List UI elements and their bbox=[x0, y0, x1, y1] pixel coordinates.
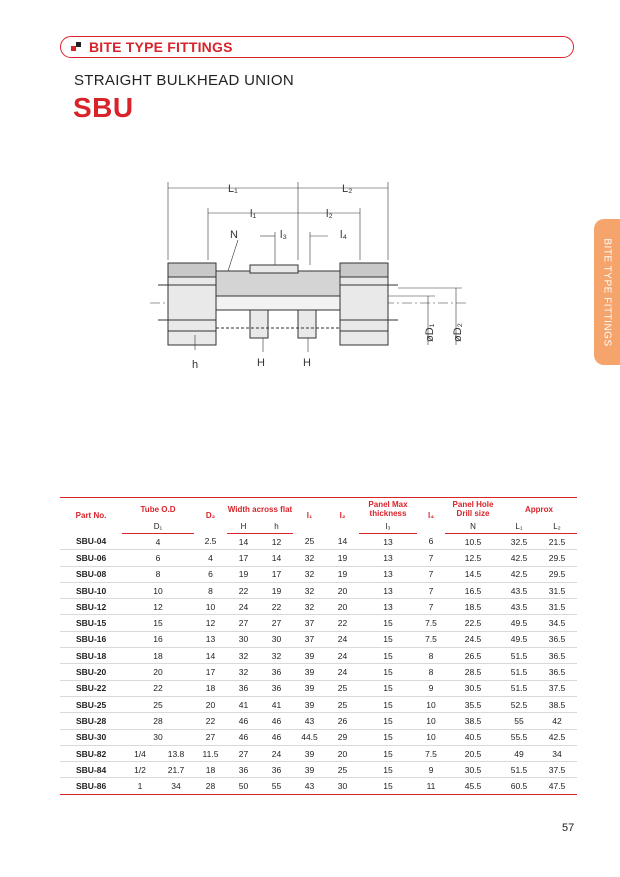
th-waf: Width across flat bbox=[227, 504, 293, 514]
cell-l4: 8 bbox=[417, 648, 445, 664]
cell-d1: 28 bbox=[122, 713, 194, 729]
cell-l2: 37.5 bbox=[537, 762, 577, 778]
cell-l4: 6 bbox=[417, 534, 445, 550]
th-L2: L₂ bbox=[537, 520, 577, 534]
brand-squares-icon bbox=[71, 42, 81, 52]
cell-l1: 49.5 bbox=[501, 631, 537, 647]
cell-n: 28.5 bbox=[445, 664, 501, 680]
cell-n: 45.5 bbox=[445, 778, 501, 794]
cell-l2: 20 bbox=[326, 599, 359, 615]
cell-h: 36 bbox=[260, 664, 293, 680]
dim-H-left: H bbox=[257, 357, 265, 369]
cell-d1: 4 bbox=[122, 534, 194, 550]
dim-D2: øD₂ bbox=[452, 323, 464, 342]
th-l3: l₃ bbox=[359, 520, 417, 534]
cell-l2: 29.5 bbox=[537, 566, 577, 582]
cell-l4: 7 bbox=[417, 582, 445, 598]
cell-l1: 32.5 bbox=[501, 534, 537, 550]
cell-l1: 39 bbox=[293, 762, 326, 778]
cell-h: 46 bbox=[227, 729, 260, 745]
section-title: BITE TYPE FITTINGS bbox=[89, 39, 233, 55]
cell-n: 38.5 bbox=[445, 713, 501, 729]
cell-d1a: 1/2 bbox=[122, 762, 158, 778]
cell-l3: 13 bbox=[359, 566, 417, 582]
table-row bbox=[60, 534, 577, 550]
technical-drawing bbox=[150, 170, 480, 385]
dim-D1: øD₁ bbox=[424, 323, 436, 342]
th-tube-od: Tube O.D bbox=[140, 504, 176, 514]
cell-h: 46 bbox=[260, 729, 293, 745]
cell-l2: 37.5 bbox=[537, 680, 577, 696]
cell-n: 26.5 bbox=[445, 648, 501, 664]
dim-N: N bbox=[230, 229, 238, 241]
cell-l4: 7.5 bbox=[417, 745, 445, 761]
cell-l1: 42.5 bbox=[501, 550, 537, 566]
cell-l1: 37 bbox=[293, 631, 326, 647]
table-row bbox=[60, 550, 577, 566]
cell-l3: 15 bbox=[359, 745, 417, 761]
cell-n: 24.5 bbox=[445, 631, 501, 647]
table-row bbox=[60, 778, 577, 794]
cell-d2: 28 bbox=[194, 778, 227, 794]
cell-l3: 15 bbox=[359, 762, 417, 778]
table-row bbox=[60, 599, 577, 615]
cell-part-no: SBU-28 bbox=[60, 713, 122, 729]
cell-l1: 37 bbox=[293, 615, 326, 631]
cell-l4: 7 bbox=[417, 550, 445, 566]
page-number: 57 bbox=[562, 822, 575, 834]
cell-part-no: SBU-22 bbox=[60, 680, 122, 696]
cell-h: 36 bbox=[227, 762, 260, 778]
section-header bbox=[60, 36, 574, 58]
cell-l4: 7 bbox=[417, 566, 445, 582]
cell-d2: 8 bbox=[194, 582, 227, 598]
table-row bbox=[60, 664, 577, 680]
cell-h: 36 bbox=[260, 680, 293, 696]
cell-l2: 36.5 bbox=[537, 648, 577, 664]
cell-l1: 51.5 bbox=[501, 648, 537, 664]
cell-h: 30 bbox=[227, 631, 260, 647]
dim-l4: l₄ bbox=[340, 229, 347, 241]
cell-l2: 36.5 bbox=[537, 664, 577, 680]
cell-h: 30 bbox=[260, 631, 293, 647]
table-row bbox=[60, 631, 577, 647]
dim-l1: l₁ bbox=[250, 208, 257, 220]
cell-h: 36 bbox=[260, 762, 293, 778]
cell-l1: 52.5 bbox=[501, 696, 537, 712]
th-panel-max: Panel Max thickness bbox=[368, 500, 408, 518]
cell-h: 24 bbox=[260, 745, 293, 761]
cell-h: 12 bbox=[260, 534, 293, 550]
cell-l4: 8 bbox=[417, 664, 445, 680]
cell-l2: 14 bbox=[326, 534, 359, 550]
cell-l2: 34 bbox=[537, 745, 577, 761]
cell-l2: 22 bbox=[326, 615, 359, 631]
cell-h: 14 bbox=[227, 534, 260, 550]
cell-l3: 15 bbox=[359, 778, 417, 794]
product-code: SBU bbox=[73, 92, 134, 123]
cell-part-no: SBU-25 bbox=[60, 696, 122, 712]
cell-d2: 17 bbox=[194, 664, 227, 680]
table-row bbox=[60, 729, 577, 745]
cell-h: 19 bbox=[227, 566, 260, 582]
cell-l4: 10 bbox=[417, 696, 445, 712]
th-panel-hole: Panel Hole Drill size bbox=[452, 500, 494, 518]
cell-l3: 13 bbox=[359, 582, 417, 598]
side-tab-label: BITE TYPE FITTINGS bbox=[601, 237, 613, 347]
cell-l1: 39 bbox=[293, 680, 326, 696]
cell-h: 41 bbox=[227, 696, 260, 712]
cell-l2: 20 bbox=[326, 745, 359, 761]
cell-l1: 32 bbox=[293, 582, 326, 598]
cell-l2: 38.5 bbox=[537, 696, 577, 712]
cell-h: 14 bbox=[260, 550, 293, 566]
cell-h: 32 bbox=[227, 664, 260, 680]
cell-l2: 20 bbox=[326, 582, 359, 598]
cell-n: 12.5 bbox=[445, 550, 501, 566]
cell-l2: 25 bbox=[326, 680, 359, 696]
spec-table bbox=[60, 497, 577, 795]
cell-l1: 43 bbox=[293, 713, 326, 729]
cell-n: 18.5 bbox=[445, 599, 501, 615]
cell-l1: 55.5 bbox=[501, 729, 537, 745]
table-row bbox=[60, 648, 577, 664]
cell-h: 24 bbox=[227, 599, 260, 615]
cell-l1: 49 bbox=[501, 745, 537, 761]
th-part-no: Part No. bbox=[75, 511, 107, 521]
table-row bbox=[60, 566, 577, 582]
cell-h: 32 bbox=[260, 648, 293, 664]
table-body bbox=[60, 534, 577, 795]
cell-l1: 60.5 bbox=[501, 778, 537, 794]
cell-h: 27 bbox=[260, 615, 293, 631]
cell-h: 22 bbox=[227, 582, 260, 598]
table-row bbox=[60, 582, 577, 598]
cell-l1: 32 bbox=[293, 599, 326, 615]
cell-n: 16.5 bbox=[445, 582, 501, 598]
cell-l4: 9 bbox=[417, 680, 445, 696]
cell-n: 30.5 bbox=[445, 762, 501, 778]
cell-l3: 15 bbox=[359, 615, 417, 631]
cell-l2: 31.5 bbox=[537, 582, 577, 598]
cell-d2: 11.5 bbox=[194, 745, 227, 761]
cell-d1a: 1/4 bbox=[122, 745, 158, 761]
th-d2: D₂ bbox=[205, 511, 216, 521]
th-l1: l₁ bbox=[306, 511, 313, 521]
dim-L1: L₁ bbox=[228, 183, 238, 195]
cell-d2: 12 bbox=[194, 615, 227, 631]
cell-part-no: SBU-84 bbox=[60, 762, 122, 778]
cell-d2: 18 bbox=[194, 762, 227, 778]
cell-l1: 39 bbox=[293, 745, 326, 761]
cell-l2: 25 bbox=[326, 762, 359, 778]
cell-l1: 32 bbox=[293, 550, 326, 566]
cell-d1: 15 bbox=[122, 615, 194, 631]
cell-h: 32 bbox=[227, 648, 260, 664]
cell-l4: 10 bbox=[417, 729, 445, 745]
table-row bbox=[60, 680, 577, 696]
cell-l4: 9 bbox=[417, 762, 445, 778]
table-row bbox=[60, 696, 577, 712]
cell-d1: 16 bbox=[122, 631, 194, 647]
cell-part-no: SBU-08 bbox=[60, 566, 122, 582]
cell-l3: 15 bbox=[359, 664, 417, 680]
cell-part-no: SBU-30 bbox=[60, 729, 122, 745]
cell-l3: 15 bbox=[359, 696, 417, 712]
cell-l3: 15 bbox=[359, 713, 417, 729]
cell-d1: 20 bbox=[122, 664, 194, 680]
cell-d2: 13 bbox=[194, 631, 227, 647]
cell-d2: 27 bbox=[194, 729, 227, 745]
table-row bbox=[60, 713, 577, 729]
th-approx: Approx bbox=[525, 504, 553, 514]
cell-d1: 6 bbox=[122, 550, 194, 566]
th-l2: l₂ bbox=[339, 511, 346, 521]
cell-part-no: SBU-18 bbox=[60, 648, 122, 664]
cell-l1: 55 bbox=[501, 713, 537, 729]
cell-l3: 15 bbox=[359, 680, 417, 696]
cell-l1: 51.5 bbox=[501, 680, 537, 696]
cell-h: 17 bbox=[227, 550, 260, 566]
dim-l2: l₂ bbox=[326, 208, 333, 220]
cell-l1: 39 bbox=[293, 648, 326, 664]
cell-n: 20.5 bbox=[445, 745, 501, 761]
cell-h: 22 bbox=[260, 599, 293, 615]
cell-d2: 10 bbox=[194, 599, 227, 615]
th-d1: D₁ bbox=[122, 520, 194, 534]
cell-d2: 22 bbox=[194, 713, 227, 729]
product-subtitle: STRAIGHT BULKHEAD UNION bbox=[74, 72, 294, 89]
cell-l2: 29.5 bbox=[537, 550, 577, 566]
dim-H-right: H bbox=[303, 357, 311, 369]
th-N: N bbox=[445, 520, 501, 534]
cell-l2: 19 bbox=[326, 550, 359, 566]
cell-d1: 8 bbox=[122, 566, 194, 582]
cell-h: 27 bbox=[227, 745, 260, 761]
cell-h: 46 bbox=[227, 713, 260, 729]
cell-h: 55 bbox=[260, 778, 293, 794]
th-h: h bbox=[260, 520, 293, 534]
cell-h: 50 bbox=[227, 778, 260, 794]
cell-l1: 49.5 bbox=[501, 615, 537, 631]
table-row bbox=[60, 762, 577, 778]
th-l4: l₄ bbox=[427, 511, 435, 521]
cell-d1b: 34 bbox=[158, 778, 194, 794]
dim-l3: l₃ bbox=[280, 229, 287, 241]
cell-l3: 13 bbox=[359, 599, 417, 615]
cell-l1: 51.5 bbox=[501, 762, 537, 778]
cell-h: 17 bbox=[260, 566, 293, 582]
cell-l4: 10 bbox=[417, 713, 445, 729]
cell-l1: 32 bbox=[293, 566, 326, 582]
cell-n: 10.5 bbox=[445, 534, 501, 550]
cell-d1: 30 bbox=[122, 729, 194, 745]
side-tab[interactable] bbox=[594, 219, 620, 365]
cell-h: 46 bbox=[260, 713, 293, 729]
cell-l3: 13 bbox=[359, 550, 417, 566]
cell-d2: 6 bbox=[194, 566, 227, 582]
cell-n: 35.5 bbox=[445, 696, 501, 712]
cell-l2: 36.5 bbox=[537, 631, 577, 647]
cell-d1: 18 bbox=[122, 648, 194, 664]
cell-l4: 7.5 bbox=[417, 615, 445, 631]
cell-part-no: SBU-20 bbox=[60, 664, 122, 680]
cell-l2: 21.5 bbox=[537, 534, 577, 550]
cell-part-no: SBU-82 bbox=[60, 745, 122, 761]
cell-part-no: SBU-12 bbox=[60, 599, 122, 615]
th-H: H bbox=[227, 520, 260, 534]
cell-d1: 12 bbox=[122, 599, 194, 615]
cell-l2: 24 bbox=[326, 648, 359, 664]
cell-part-no: SBU-15 bbox=[60, 615, 122, 631]
dim-L2: L₂ bbox=[342, 183, 353, 195]
cell-l4: 7 bbox=[417, 599, 445, 615]
cell-l1: 42.5 bbox=[501, 566, 537, 582]
cell-l1: 44.5 bbox=[293, 729, 326, 745]
cell-l2: 31.5 bbox=[537, 599, 577, 615]
cell-l3: 13 bbox=[359, 534, 417, 550]
cell-d2: 20 bbox=[194, 696, 227, 712]
cell-d1b: 21.7 bbox=[158, 762, 194, 778]
cell-l2: 19 bbox=[326, 566, 359, 582]
cell-l2: 42 bbox=[537, 713, 577, 729]
cell-l2: 29 bbox=[326, 729, 359, 745]
cell-n: 22.5 bbox=[445, 615, 501, 631]
cell-l2: 34.5 bbox=[537, 615, 577, 631]
cell-d1b: 13.8 bbox=[158, 745, 194, 761]
cell-l2: 24 bbox=[326, 664, 359, 680]
cell-d1: 10 bbox=[122, 582, 194, 598]
cell-l1: 43.5 bbox=[501, 599, 537, 615]
cell-part-no: SBU-16 bbox=[60, 631, 122, 647]
cell-d1a: 1 bbox=[122, 778, 158, 794]
cell-l1: 43 bbox=[293, 778, 326, 794]
cell-l1: 39 bbox=[293, 664, 326, 680]
cell-part-no: SBU-10 bbox=[60, 582, 122, 598]
cell-l3: 15 bbox=[359, 631, 417, 647]
dim-h: h bbox=[192, 359, 199, 371]
cell-d2: 18 bbox=[194, 680, 227, 696]
cell-d2: 4 bbox=[194, 550, 227, 566]
cell-n: 14.5 bbox=[445, 566, 501, 582]
table-row bbox=[60, 745, 577, 761]
cell-n: 30.5 bbox=[445, 680, 501, 696]
cell-h: 41 bbox=[260, 696, 293, 712]
cell-d2: 14 bbox=[194, 648, 227, 664]
cell-h: 19 bbox=[260, 582, 293, 598]
cell-l3: 15 bbox=[359, 648, 417, 664]
cell-l4: 11 bbox=[417, 778, 445, 794]
cell-d1: 22 bbox=[122, 680, 194, 696]
cell-l2: 42.5 bbox=[537, 729, 577, 745]
cell-part-no: SBU-86 bbox=[60, 778, 122, 794]
cell-h: 27 bbox=[227, 615, 260, 631]
cell-h: 36 bbox=[227, 680, 260, 696]
cell-l2: 25 bbox=[326, 696, 359, 712]
table-row bbox=[60, 615, 577, 631]
cell-n: 40.5 bbox=[445, 729, 501, 745]
cell-l4: 7.5 bbox=[417, 631, 445, 647]
cell-part-no: SBU-04 bbox=[60, 534, 122, 550]
th-L1: L₁ bbox=[501, 520, 537, 534]
cell-l2: 26 bbox=[326, 713, 359, 729]
cell-l2: 47.5 bbox=[537, 778, 577, 794]
cell-l2: 24 bbox=[326, 631, 359, 647]
cell-d2: 2.5 bbox=[194, 534, 227, 550]
cell-l3: 15 bbox=[359, 729, 417, 745]
cell-l1: 25 bbox=[293, 534, 326, 550]
cell-l1: 39 bbox=[293, 696, 326, 712]
cell-d1: 25 bbox=[122, 696, 194, 712]
cell-part-no: SBU-06 bbox=[60, 550, 122, 566]
cell-l2: 30 bbox=[326, 778, 359, 794]
cell-l1: 43.5 bbox=[501, 582, 537, 598]
cell-l1: 51.5 bbox=[501, 664, 537, 680]
